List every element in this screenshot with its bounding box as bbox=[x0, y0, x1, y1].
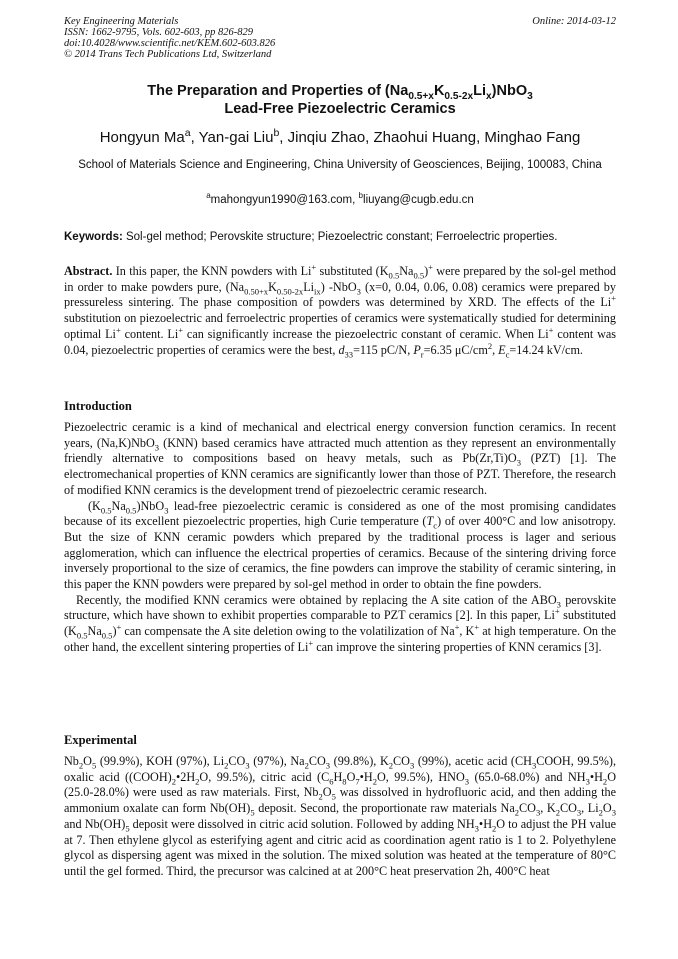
doi-line: doi:10.4028/www.scientific.net/KEM.602-603.826 bbox=[64, 38, 276, 49]
text: content was 0.04, piezoelectric properties of ceramics were the best, bbox=[64, 326, 617, 357]
title-subscript: x bbox=[486, 90, 492, 102]
sub: 3 bbox=[409, 760, 415, 771]
text: ) bbox=[112, 624, 117, 639]
sup: + bbox=[474, 622, 480, 633]
text: Na bbox=[399, 264, 414, 278]
sub: c bbox=[433, 520, 438, 531]
text: and Nb(OH) bbox=[64, 816, 126, 831]
text: CO bbox=[228, 754, 246, 768]
sub: 0.5 bbox=[413, 270, 425, 281]
sub: 5 bbox=[125, 823, 130, 834]
text: content. Li bbox=[120, 326, 179, 341]
text: •H bbox=[589, 769, 603, 784]
sub: 3 bbox=[585, 776, 590, 787]
text: deposit were dissolved in citric acid solution. Followed by adding NH bbox=[129, 816, 475, 831]
author-list bbox=[64, 129, 616, 147]
email-separator: , bbox=[352, 194, 359, 206]
sub: 2 bbox=[304, 760, 309, 771]
text: O to adjust the PH value at 7. Then ethylene glycol as esterifying agent and citric acid as coordination agent ratio is 1 to 2. Polyethylene glycol as dispersing agent was mixed in the solution. The mixed solution was heated at the temperature of 80°C until the gel formed. Third, the precursor was calcined at at 200°C heat preservation 2h, 400°C heat bbox=[64, 816, 616, 878]
text: at high temperature. On the other hand, the excellent sintering properties of Li bbox=[64, 624, 616, 654]
text: •H bbox=[478, 816, 492, 831]
text: , bbox=[492, 342, 499, 357]
sub: c bbox=[505, 348, 510, 359]
sub: 7 bbox=[355, 776, 360, 787]
author-name: , Yan-gai Liu bbox=[190, 129, 274, 146]
text: •H bbox=[359, 769, 373, 784]
text: =115 pC/N, bbox=[353, 342, 414, 357]
text: O, 99.5%), citric acid (C bbox=[199, 769, 330, 784]
sup: + bbox=[178, 324, 184, 335]
sup: + bbox=[428, 261, 433, 272]
intro-paragraph-3 bbox=[64, 593, 616, 656]
title-subscript: 0.5-2x bbox=[444, 90, 474, 102]
sub: 0.5 bbox=[76, 630, 88, 641]
sub: 5 bbox=[331, 791, 336, 802]
text: Na bbox=[111, 498, 126, 513]
text: O (25.0-28.0%) were used as raw materials. First, Nb bbox=[64, 769, 616, 800]
text: CO bbox=[393, 754, 410, 768]
text: Na bbox=[87, 624, 102, 639]
text: O, 99.5%), HNO bbox=[376, 769, 465, 784]
text: (99.9%), KOH (97%), Li bbox=[96, 754, 225, 768]
sup: 2 bbox=[487, 340, 493, 351]
keywords-label: Keywords: bbox=[64, 231, 123, 243]
email-mark: a bbox=[206, 191, 211, 201]
sub: 3 bbox=[576, 807, 582, 818]
title-subscript: 3 bbox=[527, 90, 533, 102]
affiliation: School of Materials Science and Engineering, China University of Geosciences, Beijing, 100083, China bbox=[78, 159, 602, 171]
author-emails bbox=[64, 192, 616, 208]
text: Recently, the modified KNN ceramics were obtained by replacing the A site cation of the ABO bbox=[76, 592, 557, 607]
section-heading-experimental: Experimental bbox=[64, 733, 137, 747]
experimental-body bbox=[64, 754, 616, 880]
sub: 3 bbox=[164, 504, 169, 515]
email-link-b[interactable]: liuyang@cugb.edu.cn bbox=[363, 194, 474, 206]
sub: 2 bbox=[224, 760, 229, 771]
sub: 3 bbox=[325, 760, 331, 771]
text: (65.0-68.0%) and NH bbox=[469, 769, 586, 784]
sup: + bbox=[554, 606, 560, 617]
sub: 2 bbox=[78, 760, 84, 771]
italic: E bbox=[498, 342, 506, 357]
sub: 3 bbox=[245, 760, 250, 771]
text: substituted (K bbox=[64, 608, 616, 639]
text: can compensate the A site deletion owing to the volatilization of Na bbox=[121, 624, 455, 639]
sub: 3 bbox=[356, 286, 361, 297]
author-names: , Jinqiu Zhao, Zhaohui Huang, Minghao Fang bbox=[279, 129, 581, 146]
text: can significantly increase the piezoelectric constant of ceramic. When Li bbox=[183, 326, 549, 341]
email-mark: b bbox=[358, 191, 364, 201]
sub: r bbox=[420, 348, 424, 359]
introduction-body bbox=[64, 420, 616, 656]
text: Nb bbox=[64, 754, 79, 768]
text: K bbox=[268, 279, 277, 294]
sub: 5 bbox=[250, 807, 255, 818]
keywords bbox=[64, 229, 616, 245]
text: perovskite structure, which have shown to exhibit properties comparable to PZT ceramics [2]. In this paper, Li bbox=[64, 592, 616, 623]
text: In this paper, the KNN powders with Li bbox=[112, 264, 312, 278]
sub: 2 bbox=[195, 776, 200, 787]
title-text: The Preparation and Properties of (Na bbox=[147, 83, 409, 99]
abstract-label: Abstract. bbox=[64, 264, 113, 278]
sub: 0.5 bbox=[101, 630, 113, 641]
text: (x=0, 0.04, 0.06, 0.08) ceramics were prepared by pressureless sintering. The phase composition of powders was determined by XRD. The effects of the Li bbox=[64, 279, 616, 310]
sub: 2 bbox=[318, 791, 323, 802]
sup: + bbox=[308, 637, 314, 648]
title-text: Li bbox=[473, 83, 487, 99]
sub: 2 bbox=[171, 776, 176, 787]
title-text: )NbO bbox=[491, 83, 528, 99]
abstract-paragraph bbox=[64, 261, 617, 359]
title-line-2: Lead-Free Piezoelectric Ceramics bbox=[224, 101, 456, 117]
text: (97%), Na bbox=[249, 754, 305, 768]
text: ) -NbO bbox=[320, 279, 357, 294]
text: O bbox=[322, 785, 332, 800]
text: CO bbox=[519, 801, 536, 816]
section-heading-introduction: Introduction bbox=[64, 399, 132, 413]
intro-paragraph-1 bbox=[64, 420, 616, 499]
text: (99.8%), K bbox=[330, 754, 389, 768]
sub: 3 bbox=[464, 776, 470, 787]
text: =14.24 kV/cm. bbox=[509, 342, 583, 357]
text: , Li bbox=[581, 801, 599, 816]
sup: + bbox=[115, 324, 121, 335]
experimental-paragraph bbox=[64, 754, 616, 880]
text: ) bbox=[424, 264, 429, 278]
sub: 2 bbox=[598, 807, 603, 818]
text: )NbO bbox=[136, 498, 165, 513]
sub: 3 bbox=[474, 823, 479, 834]
keywords-text: Sol-gel method; Perovskite structure; Piezoelectric constant; Ferroelectric properties. bbox=[122, 231, 558, 243]
text: O bbox=[346, 769, 356, 784]
sub: 0.5 bbox=[388, 270, 400, 281]
abstract bbox=[64, 261, 617, 359]
text: were prepared by the sol-gel method in order to make powders pure, (Na bbox=[64, 264, 616, 294]
sup: + bbox=[454, 622, 460, 633]
sub: 2 bbox=[492, 823, 497, 834]
text: lead-free piezoelectric ceramic is considered as one of the most promising candidates because of its excellent piezoelectric properties, high Curie temperature ( bbox=[64, 498, 616, 529]
text: CO bbox=[308, 754, 326, 768]
sub: 8 bbox=[342, 776, 347, 787]
sub: 5 bbox=[91, 760, 97, 771]
sub: 2 bbox=[388, 760, 394, 771]
italic: T bbox=[426, 514, 434, 529]
online-date: Online: 2014-03-12 bbox=[532, 16, 616, 27]
sub: 0.50+x bbox=[244, 286, 269, 297]
sub: 33 bbox=[344, 348, 354, 359]
text: (PZT) [1]. The electromechanical properties of KNN ceramics are significantly lower than those of PZT. Therefore, the research of modified KNN ceramics is the development trend of piezoelectric ceramic research. bbox=[64, 451, 616, 497]
sub: 3 bbox=[556, 599, 561, 610]
text: •2H bbox=[175, 769, 196, 784]
sup: + bbox=[548, 324, 554, 335]
title-subscript: 0.5+x bbox=[408, 90, 434, 102]
text: (K bbox=[88, 498, 101, 513]
text: , K bbox=[459, 624, 475, 639]
affiliation-mark: b bbox=[273, 127, 280, 139]
text: H bbox=[333, 769, 343, 784]
italic: P bbox=[413, 342, 421, 357]
sub: 0.5 bbox=[100, 504, 112, 515]
sub: 3 bbox=[516, 457, 521, 468]
text: =6.35 μC/cm bbox=[423, 342, 488, 357]
text: CO bbox=[559, 801, 577, 816]
text: Piezoelectric ceramic is a kind of mechanical and electrical energy conversion function ceramics. In recent years, (Na,K)NbO bbox=[64, 420, 616, 450]
sub: 3 bbox=[611, 807, 616, 818]
text: , K bbox=[540, 801, 556, 816]
sub: 3 bbox=[154, 442, 160, 453]
sub: 2 bbox=[602, 776, 608, 787]
text: ) of over 400°C and low anisotropy. But the size of KNN ceramic powders which prepared by the traditional process is lager and serious agglomeration, which can influence the electrical properties of ceramics. Because of the sintering driving force inversely proportional to the size of ceramics, the fine powders can improve the stability of ceramic sintering, in this paper the KNN powders were prepared by sol-gel method in order to obtain the fine powders. bbox=[64, 514, 616, 592]
sub: 3 bbox=[531, 760, 537, 771]
sub: 0.50-2x bbox=[276, 286, 304, 297]
sub: 0.5 bbox=[125, 504, 137, 515]
journal-header bbox=[64, 16, 616, 60]
sub: 3 bbox=[535, 807, 541, 818]
journal-name: Key Engineering Materials bbox=[64, 16, 179, 27]
sup: + bbox=[311, 261, 317, 272]
text: (KNN) based ceramics have attracted much attention as they represent an environmentally friendly alternative to compositions based on heavy metals, such as Pb(Zr,Ti)O bbox=[64, 435, 616, 466]
issn-line: ISSN: 1662-9795, Vols. 602-603, pp 826-829 bbox=[64, 27, 253, 38]
text: COOH, 99.5%), oxalic acid ((COOH) bbox=[64, 754, 616, 784]
text: was dissolved in hydrofluoric acid, and then adding the ammonium oxalate can form Nb(OH) bbox=[64, 785, 616, 816]
copyright-line: © 2014 Trans Tech Publications Ltd, Switzerland bbox=[64, 49, 272, 60]
author-name: Hongyun Ma bbox=[99, 129, 185, 146]
sub: 2 bbox=[372, 776, 377, 787]
email-link-a[interactable]: mahongyun1990@163.com bbox=[210, 194, 353, 206]
text: substitution on piezoelectric and ferroelectric properties of ceramics were systematically studied for determining optimal Li bbox=[64, 311, 616, 341]
text: substituted (K bbox=[316, 264, 389, 278]
text: (99%), acetic acid (CH bbox=[414, 754, 532, 768]
text: O bbox=[83, 754, 92, 768]
text: can improve the sintering properties of KNN ceramics [3]. bbox=[313, 639, 602, 654]
sup: + bbox=[611, 293, 616, 304]
intro-paragraph-2 bbox=[64, 499, 616, 593]
italic: d bbox=[338, 342, 345, 357]
title-line-1 bbox=[64, 82, 616, 100]
title-text: K bbox=[433, 83, 445, 99]
paper-title bbox=[64, 82, 616, 118]
text: deposit. Second, the proportionate raw materials Na bbox=[254, 801, 515, 816]
text: O bbox=[602, 801, 612, 816]
sub: ix bbox=[314, 286, 321, 297]
sub: 6 bbox=[329, 776, 334, 787]
sub: 2 bbox=[555, 807, 560, 818]
affiliation-mark: a bbox=[184, 127, 191, 139]
sub: 2 bbox=[514, 807, 520, 818]
sup: + bbox=[116, 622, 122, 633]
text: Li bbox=[303, 279, 315, 294]
